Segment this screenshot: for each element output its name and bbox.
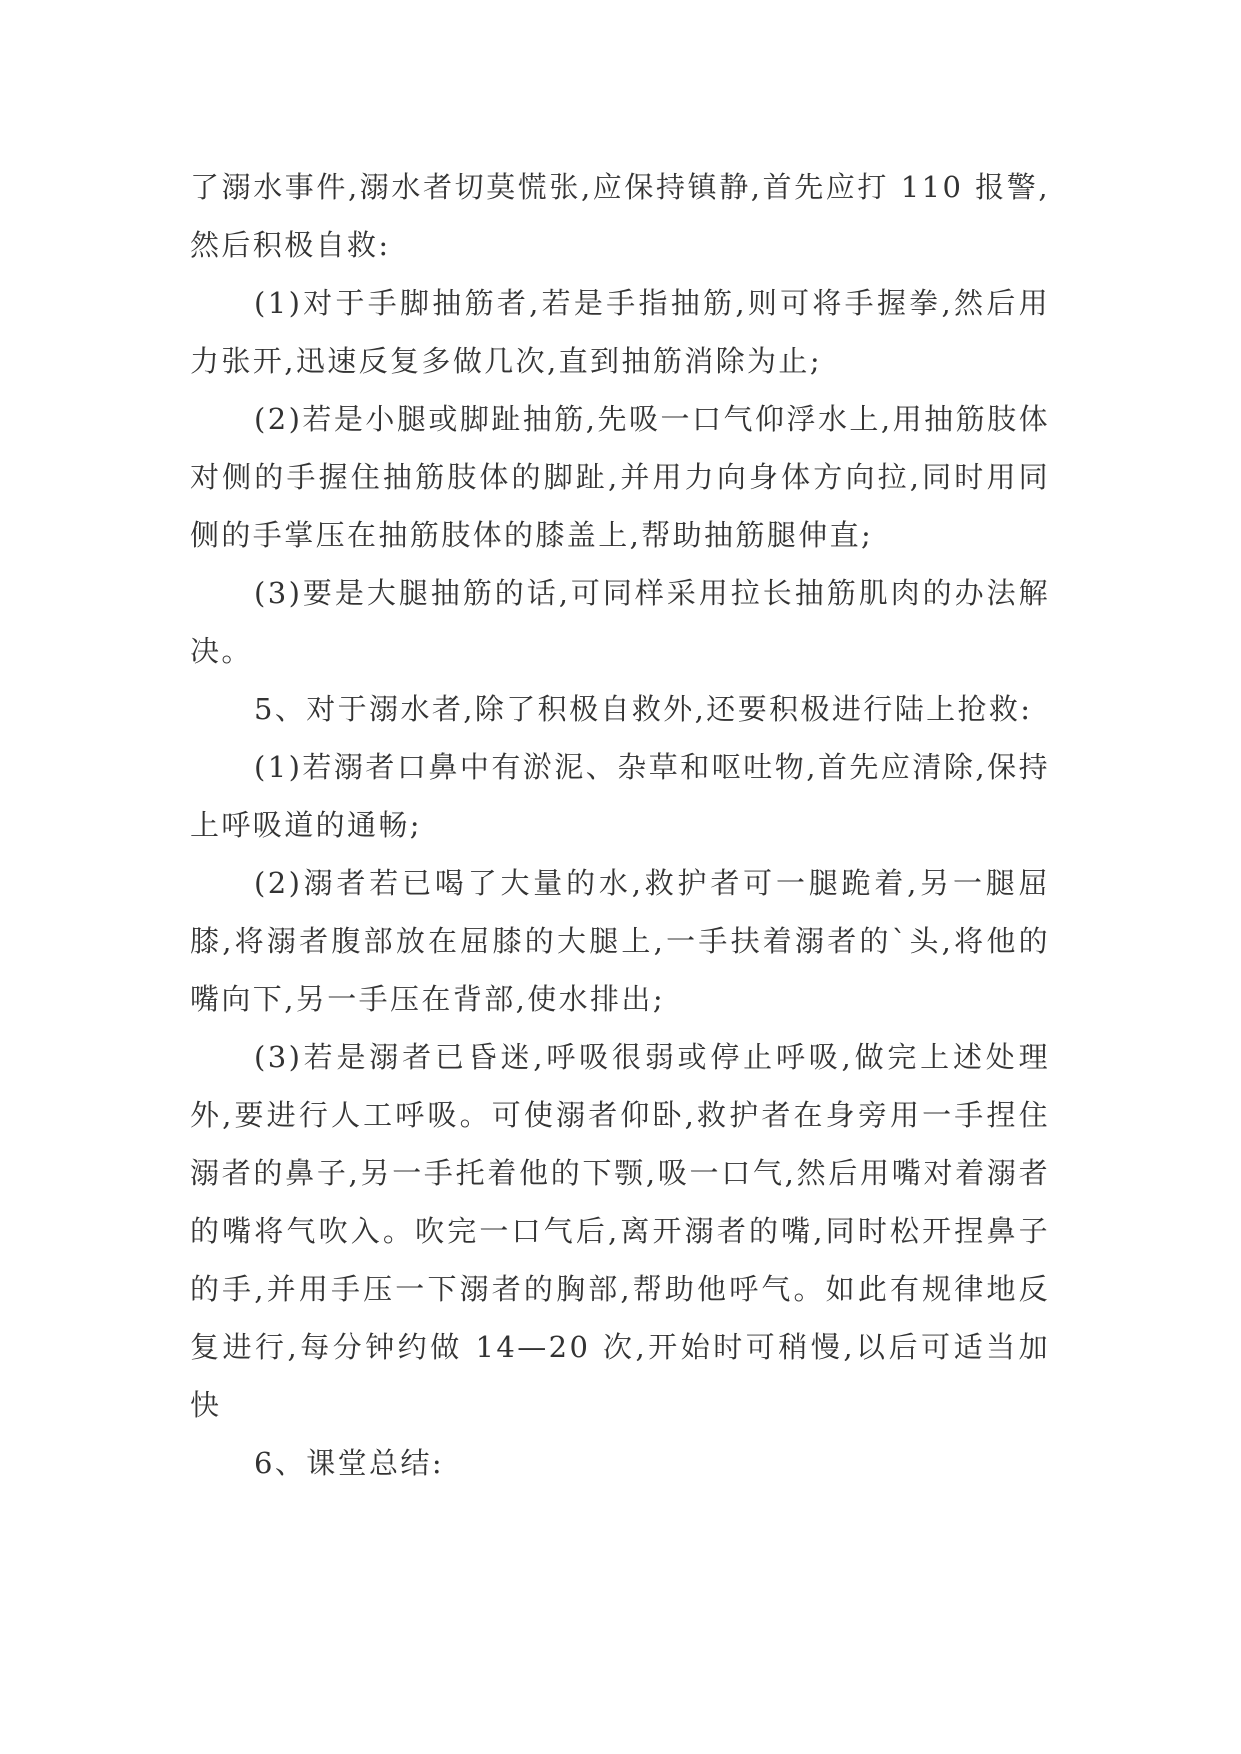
paragraph-clear-airway: (1)若溺者口鼻中有淤泥、杂草和呕吐物,首先应清除,保持上呼吸道的通畅; [190, 750, 1050, 842]
paragraph-section-6: 6、课堂总结: [254, 1446, 445, 1480]
paragraph-hand-cramp: (1)对于手脚抽筋者,若是手指抽筋,则可将手握拳,然后用力张开,迅速反复多做几次,直到抽筋消除为止; [190, 286, 1050, 378]
document-body [190, 158, 1050, 1492]
paragraph-rescue-intro: 了溺水事件,溺水者切莫慌张,应保持镇静,首先应打 110 报警,然后积极自救: [190, 170, 1050, 262]
paragraph-drain-water: (2)溺者若已喝了大量的水,救护者可一腿跪着,另一腿屈膝,将溺者腹部放在屈膝的大腿上,一手扶着溺者的`头,将他的嘴向下,另一手压在背部,使水排出; [190, 866, 1050, 1016]
paragraph-calf-cramp: (2)若是小腿或脚趾抽筋,先吸一口气仰浮水上,用抽筋肢体对侧的手握住抽筋肢体的脚趾,并用力向身体方向拉,同时用同侧的手掌压在抽筋肢体的膝盖上,帮助抽筋腿伸直; [190, 402, 1050, 552]
paragraph-thigh-cramp: (3)要是大腿抽筋的话,可同样采用拉长抽筋肌肉的办法解决。 [190, 576, 1050, 668]
paragraph-artificial-respiration: (3)若是溺者已昏迷,呼吸很弱或停止呼吸,做完上述处理外,要进行人工呼吸。可使溺者仰卧,救护者在身旁用一手捏住溺者的鼻子,另一手托着他的下颚,吸一口气,然后用嘴对着溺者的嘴将气吹入。吹完一口气后,离开溺者的嘴,同时松开捏鼻子的手,并用手压一下溺者的胸部,帮助他呼气。如此有规律地反复进行,每分钟约做 14—20 次,开始时可稍慢,以后可适当加快 [190, 1040, 1050, 1422]
paragraph-section-5: 5、对于溺水者,除了积极自救外,还要积极进行陆上抢救: [254, 692, 1033, 726]
